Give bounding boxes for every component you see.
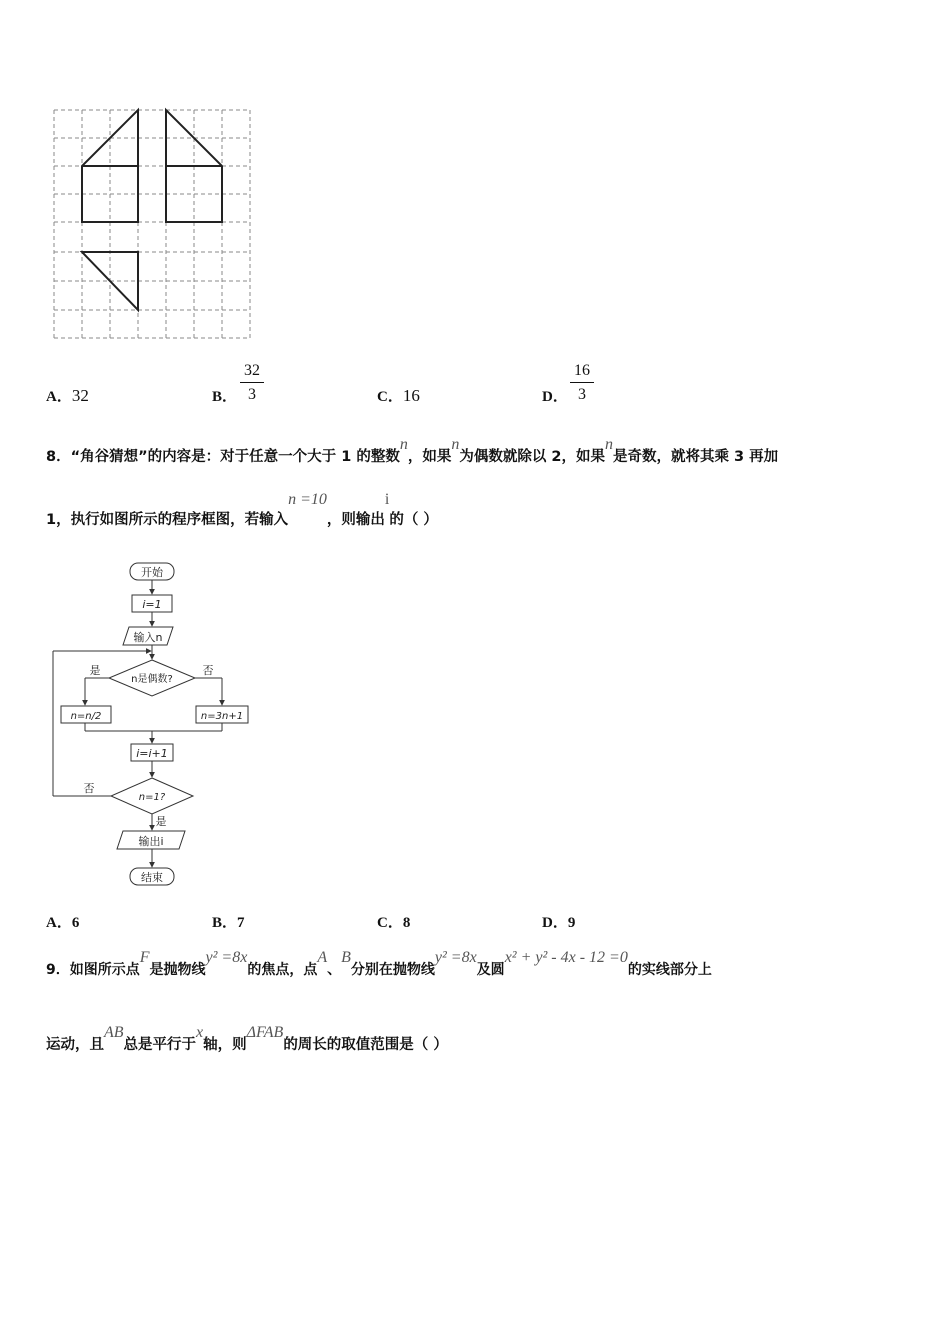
option-label: D． bbox=[542, 389, 568, 405]
text: 总是平行于 bbox=[123, 1037, 197, 1053]
text: 的（ ） bbox=[389, 512, 438, 528]
text: 是奇数，就将其乘 3 再加 bbox=[612, 449, 779, 465]
text: 是抛物线 bbox=[149, 962, 206, 978]
q8-line1 bbox=[46, 436, 779, 466]
text: ，如果 bbox=[407, 449, 452, 465]
odd-branch-label: n=3n+1 bbox=[200, 711, 244, 722]
input-expression: n =10 bbox=[288, 491, 327, 508]
var-n: n bbox=[399, 436, 408, 453]
output-label: 输出i bbox=[138, 835, 164, 848]
yes2-label: 是 bbox=[155, 815, 167, 828]
text: 轴，则 bbox=[203, 1037, 247, 1053]
text: 的周长的取值范围是（ ） bbox=[283, 1037, 448, 1053]
increment-label: i=i+1 bbox=[136, 747, 168, 760]
q8-option-c[interactable]: C．8 bbox=[377, 915, 411, 931]
q8-line2 bbox=[46, 491, 438, 529]
text: 的实线部分上 bbox=[627, 962, 712, 978]
q8-option-b[interactable]: B．7 bbox=[212, 915, 245, 931]
var-B: B bbox=[341, 949, 351, 966]
q7-option-c[interactable] bbox=[377, 385, 420, 406]
q9-line1 bbox=[46, 949, 712, 979]
text: 分别在抛物线 bbox=[350, 962, 435, 978]
text: 9．如图所示点 bbox=[46, 962, 140, 978]
var-A: A bbox=[317, 949, 328, 966]
parabola-equation: y² =8x bbox=[205, 949, 248, 966]
no2-label: 否 bbox=[83, 782, 95, 795]
text: 、 bbox=[327, 962, 342, 978]
parabola-equation-2: y² =8x bbox=[434, 949, 477, 966]
var-n: n bbox=[604, 436, 613, 453]
init-label: i=1 bbox=[142, 598, 162, 611]
fraction-denominator: 3 bbox=[578, 386, 586, 403]
fraction-denominator: 3 bbox=[248, 386, 256, 403]
three-view-figure bbox=[50, 105, 255, 345]
text: 8．“角谷猜想”的内容是：对于任意一个大于 1 的整数 bbox=[46, 449, 400, 465]
text: 为偶数就除以 2，如果 bbox=[459, 449, 605, 465]
q7-option-d-fraction bbox=[570, 360, 594, 407]
option-value: 32 bbox=[71, 386, 89, 405]
even-branch-label: n=n/2 bbox=[70, 711, 102, 722]
var-n: n bbox=[451, 436, 460, 453]
option-label: A． bbox=[46, 389, 72, 405]
text: 及圆 bbox=[476, 962, 505, 978]
option-label: B． bbox=[212, 389, 238, 405]
fraction-numerator: 32 bbox=[240, 360, 264, 383]
text: ，则输出 bbox=[326, 512, 385, 528]
no-label: 否 bbox=[202, 664, 214, 677]
q8-option-a[interactable]: A．6 bbox=[46, 915, 80, 931]
text: 的焦点，点 bbox=[247, 962, 318, 978]
cond1-label: n是偶数? bbox=[131, 674, 173, 685]
grid-lines bbox=[54, 110, 250, 338]
option-value: 16 bbox=[402, 386, 420, 405]
var-x: x bbox=[196, 1024, 204, 1041]
option-label: C． bbox=[377, 389, 403, 405]
start-label: 开始 bbox=[141, 566, 163, 579]
var-i: i bbox=[384, 491, 390, 508]
flowchart bbox=[45, 555, 255, 895]
input-label: 输入n bbox=[133, 631, 163, 644]
end-label: 结束 bbox=[141, 871, 163, 884]
circle-equation: x² + y² - 4x - 12 =0 bbox=[504, 949, 628, 966]
text: 1，执行如图所示的程序框图，若输入 bbox=[46, 512, 289, 528]
var-AB: AB bbox=[104, 1024, 124, 1041]
q9-line2 bbox=[46, 1024, 448, 1054]
fraction-numerator: 16 bbox=[570, 360, 594, 383]
q7-option-b[interactable] bbox=[212, 385, 237, 406]
cond2-label: n=1? bbox=[138, 792, 166, 803]
triangle-FAB: ΔFAB bbox=[246, 1024, 284, 1041]
q7-option-b-fraction bbox=[240, 360, 264, 407]
yes-label: 是 bbox=[89, 664, 101, 677]
text: 运动，且 bbox=[46, 1037, 104, 1053]
q7-option-a[interactable] bbox=[46, 385, 89, 406]
q8-option-d[interactable]: D．9 bbox=[542, 915, 576, 931]
q7-option-d[interactable] bbox=[542, 385, 568, 406]
var-F: F bbox=[139, 949, 150, 966]
